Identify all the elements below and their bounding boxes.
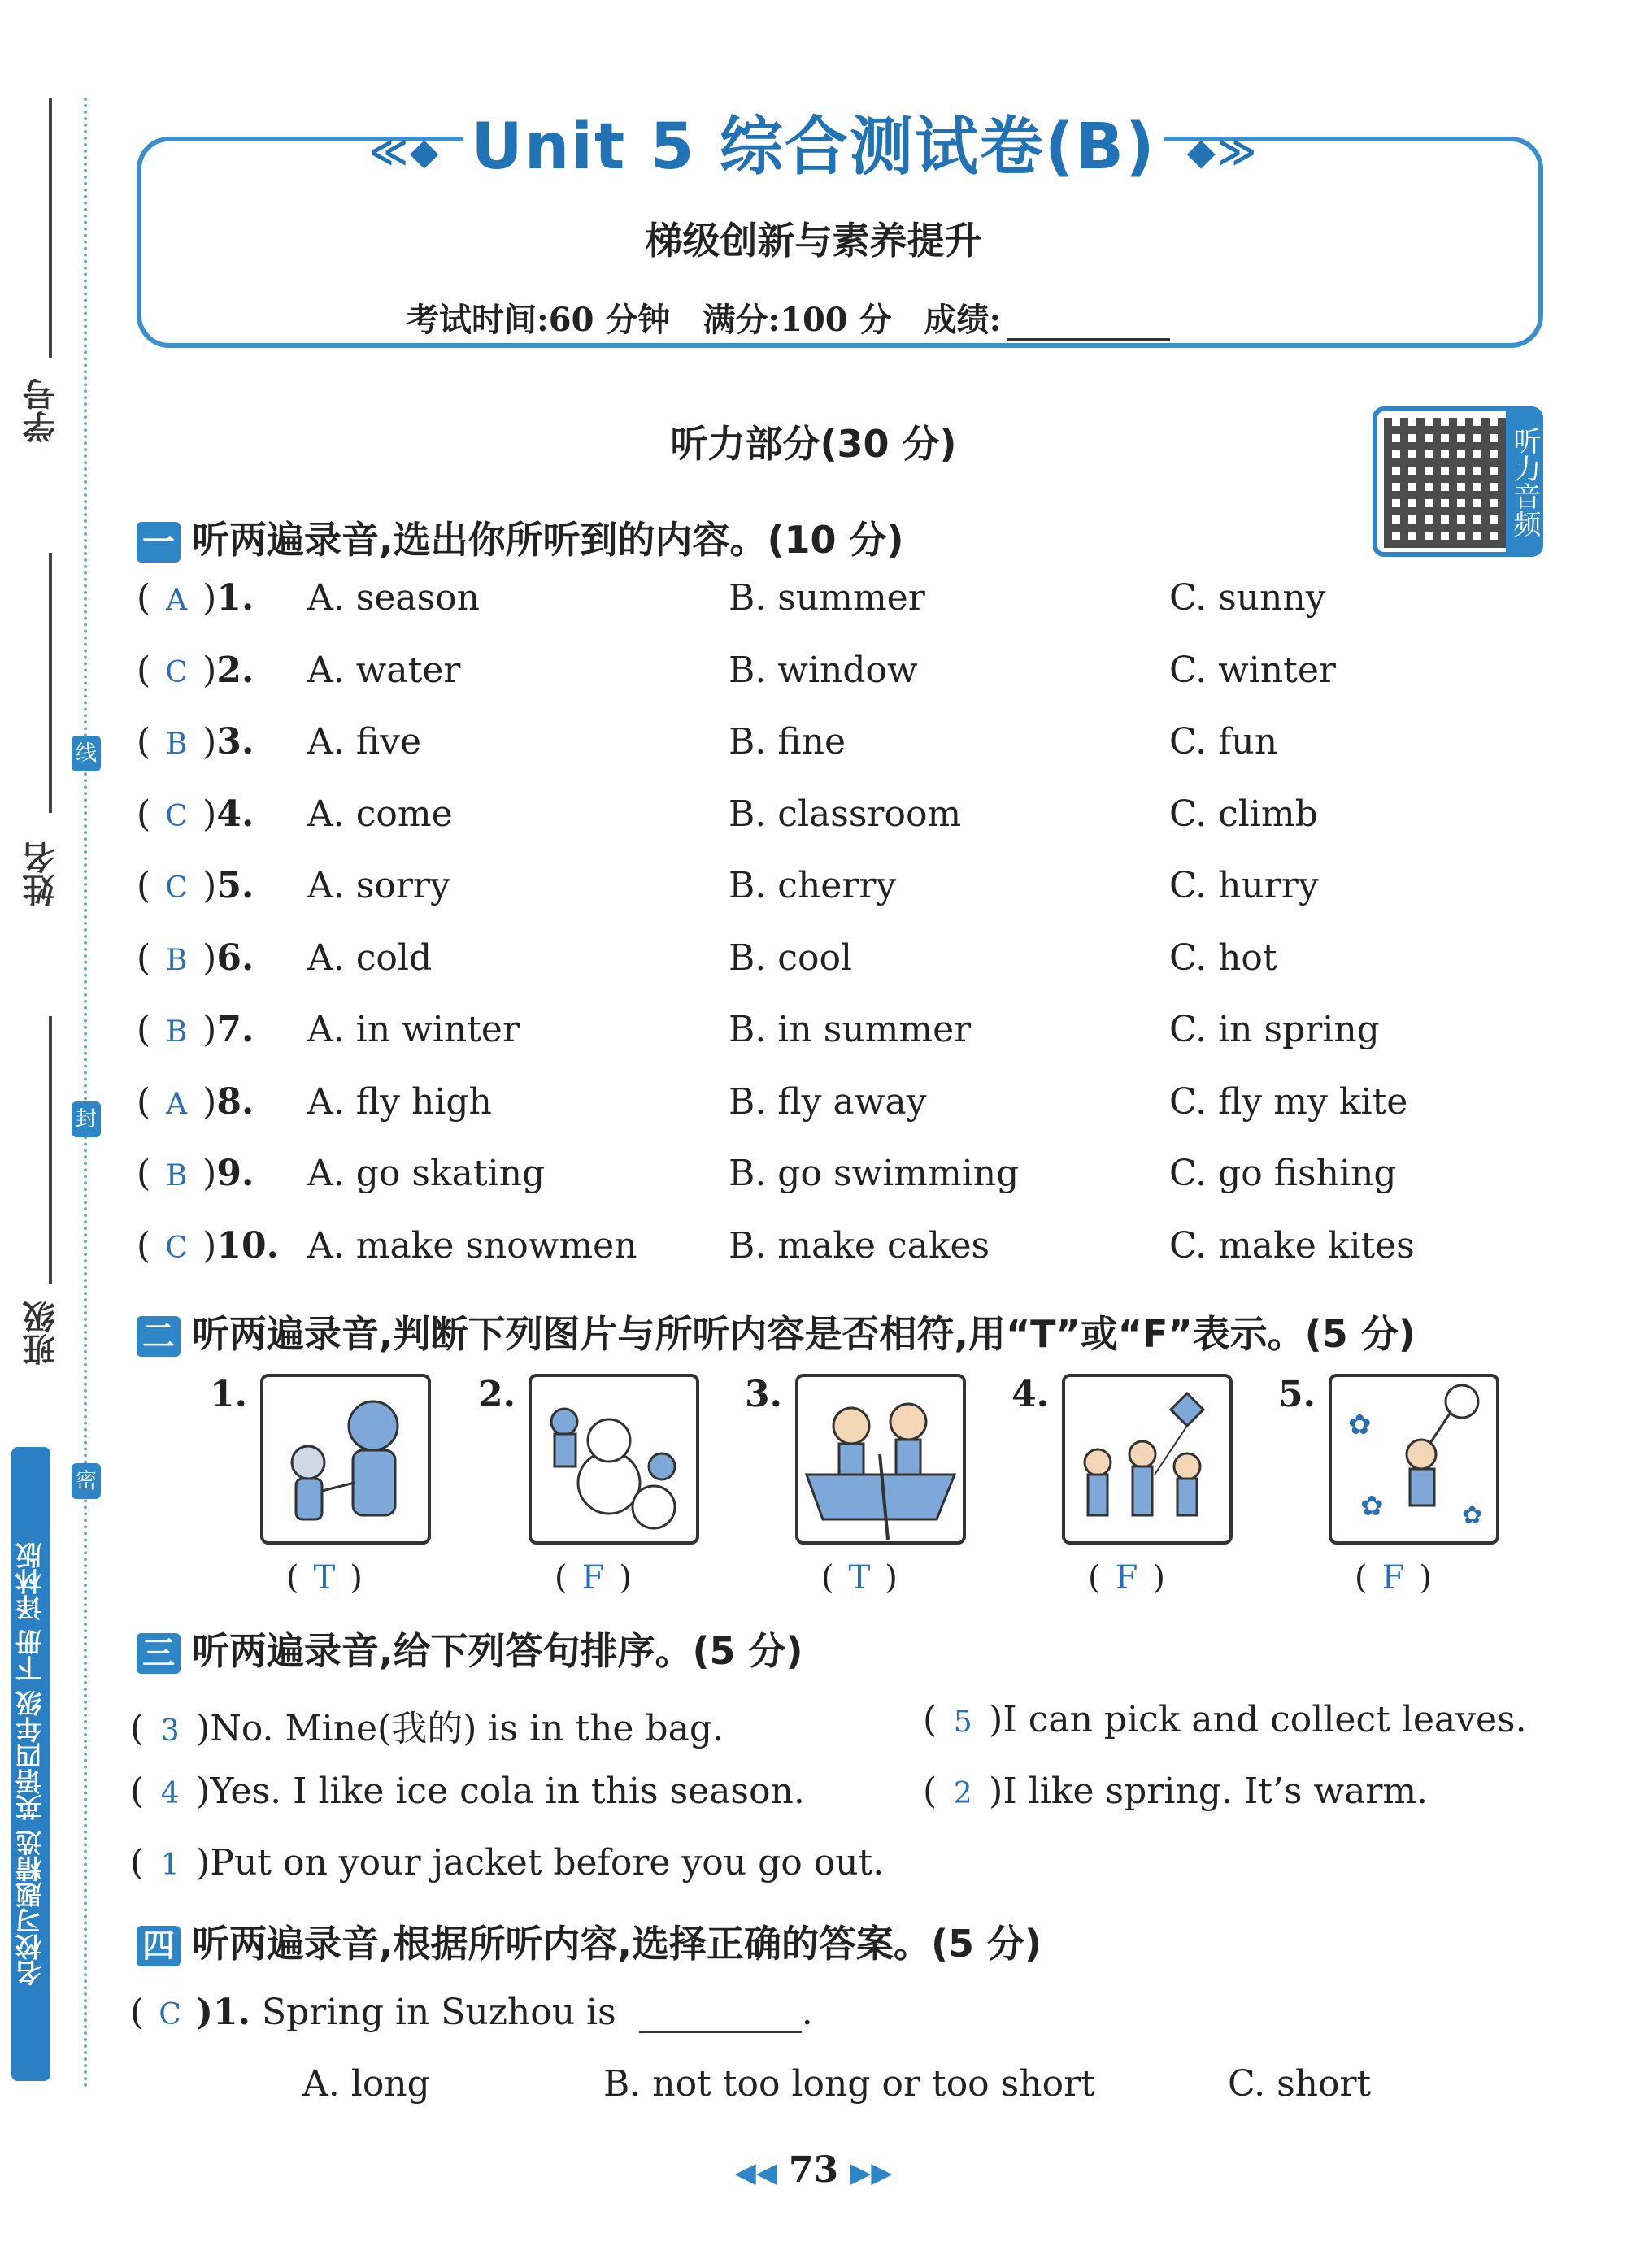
part4-number: 四 bbox=[137, 1926, 181, 1966]
answer-mark: C bbox=[165, 1231, 188, 1265]
right-ornament-icon: ◆≫ bbox=[1186, 128, 1259, 173]
option-a: A. in winter bbox=[307, 1009, 520, 1050]
option-c: C. sunny bbox=[1169, 577, 1326, 619]
choice-row: ( A )1. A. season B. summer C. sunny bbox=[137, 577, 1326, 619]
option-b: B. in summer bbox=[729, 1009, 972, 1050]
left-ornament-icon: ≪◆ bbox=[368, 128, 441, 173]
option-c: C. fun bbox=[1169, 721, 1278, 763]
option-a: A. go skating bbox=[307, 1153, 546, 1194]
option-c: C. hot bbox=[1169, 936, 1277, 979]
pic-number: 1. bbox=[210, 1374, 247, 1415]
page-title: ≪◆ Unit 5 综合测试卷(B) ◆≫ bbox=[368, 111, 1259, 184]
prev-arrow-icon: ◀◀ bbox=[734, 2157, 777, 2189]
class-label: 班级 bbox=[23, 1301, 60, 1366]
name-write-line bbox=[49, 553, 52, 813]
part2-heading: 二 听两遍录音,判断下列图片与所听内容是否相符,用“T”或“F”表示。(5 分) bbox=[137, 1305, 1416, 1358]
answer-mark: C bbox=[165, 871, 188, 905]
cut-line bbox=[84, 98, 87, 2089]
option-c: C. hurry bbox=[1169, 865, 1319, 906]
option-b: B. window bbox=[729, 649, 918, 691]
pic-number: 2. bbox=[478, 1374, 516, 1415]
choice-row: ( B )9. A. go skating B. go swimming C. go fishing bbox=[137, 1153, 1397, 1194]
name-label: 姓名 bbox=[23, 841, 60, 906]
option-a: A. make snowmen bbox=[307, 1224, 637, 1267]
svg-text:✿: ✿ bbox=[1360, 1490, 1384, 1523]
option-b: B. not too long or too short bbox=[603, 2063, 1095, 2105]
option-b: B. go swimming bbox=[729, 1153, 1020, 1194]
question-4-1: ( C )1. Spring in Suzhou is . bbox=[130, 1992, 813, 2033]
option-a: A. water bbox=[307, 649, 461, 691]
option-a: A. cold bbox=[307, 936, 433, 979]
picture-snowman bbox=[529, 1374, 699, 1545]
pic-answer: ( F ) bbox=[555, 1559, 632, 1597]
qr-audio-label: 听力音频 bbox=[1506, 406, 1543, 557]
svg-text:✿: ✿ bbox=[1348, 1409, 1372, 1441]
order-item: ( 5 )I can pick and collect leaves. bbox=[923, 1699, 1527, 1740]
option-b: B. cool bbox=[729, 936, 853, 979]
page-number: ◀◀ 73 ▶▶ bbox=[734, 2149, 893, 2191]
answer-mark: B bbox=[165, 1159, 188, 1193]
series-brand: 名校习题精选 英语四年级 下册 译林版 bbox=[11, 1447, 50, 2081]
option-c: C. fly my kite bbox=[1169, 1080, 1408, 1123]
pic-answer: ( F ) bbox=[1355, 1559, 1432, 1597]
qr-code-icon[interactable] bbox=[1373, 406, 1519, 557]
order-item: ( 2 )I like spring. It’s warm. bbox=[923, 1771, 1429, 1812]
choice-row: ( C )5. A. sorry B. cherry C. hurry bbox=[137, 865, 1319, 906]
answer-mark: B bbox=[165, 728, 188, 761]
option-c: C. winter bbox=[1169, 649, 1336, 691]
order-item: ( 1 )Put on your jacket before you go out. bbox=[130, 1842, 885, 1883]
picture-row bbox=[203, 1374, 1545, 1597]
exam-info: 考试时间:60 分钟 满分:100 分 成绩: bbox=[407, 294, 1170, 341]
choice-row: ( C )4. A. come B. classroom C. climb bbox=[137, 793, 1318, 835]
option-c: C. short bbox=[1228, 2063, 1372, 2105]
answer-mark: A bbox=[166, 584, 188, 617]
answer-mark: B bbox=[165, 943, 188, 977]
pic-answer: ( F ) bbox=[1088, 1559, 1165, 1597]
part2-number: 二 bbox=[137, 1316, 181, 1357]
answer-mark: C bbox=[165, 655, 188, 689]
pic-number: 5. bbox=[1278, 1374, 1316, 1415]
next-arrow-icon: ▶▶ bbox=[850, 2157, 893, 2189]
choice-row: ( B )7. A. in winter B. in summer C. in spring bbox=[137, 1009, 1380, 1050]
option-b: B. make cakes bbox=[729, 1224, 990, 1267]
option-b: B. fine bbox=[729, 721, 846, 763]
part3-heading: 三 听两遍录音,给下列答句排序。(5 分) bbox=[137, 1622, 803, 1675]
id-label: 学号 bbox=[23, 378, 60, 443]
answer-mark: B bbox=[165, 1015, 188, 1049]
order-item: ( 4 )Yes. I like ice cola in this season. bbox=[130, 1771, 805, 1812]
option-b: B. cherry bbox=[729, 865, 897, 906]
answer-mark: A bbox=[166, 1087, 188, 1121]
pic-number: 4. bbox=[1011, 1374, 1049, 1415]
option-b: B. summer bbox=[729, 577, 925, 619]
choice-row: ( C )10. A. make snowmen B. make cakes C. make kites bbox=[137, 1224, 1415, 1267]
part1-number: 一 bbox=[137, 522, 181, 563]
choice-row: ( C )2. A. water B. window C. winter bbox=[137, 649, 1336, 691]
svg-text:✿: ✿ bbox=[1462, 1501, 1483, 1530]
binding-margin bbox=[0, 0, 110, 2268]
picture-kite-flying bbox=[1062, 1374, 1233, 1545]
option-b: B. classroom bbox=[729, 793, 962, 835]
answer-blank[interactable] bbox=[639, 2001, 802, 2033]
part4-heading: 四 听两遍录音,根据所听内容,选择正确的答案。(5 分) bbox=[137, 1914, 1042, 1968]
choice-row: ( B )3. A. five B. fine C. fun bbox=[137, 721, 1278, 763]
order-item: ( 3 )No. Mine(我的) is in the bag. bbox=[130, 1708, 724, 1749]
class-write-line bbox=[49, 1016, 52, 1284]
option-a: A. long bbox=[302, 2063, 430, 2105]
part3-number: 三 bbox=[137, 1633, 181, 1674]
option-a: A. season bbox=[307, 577, 481, 619]
option-c: C. go fishing bbox=[1169, 1153, 1397, 1194]
pic-answer: ( T ) bbox=[821, 1559, 898, 1597]
picture-cat-and-mouse bbox=[260, 1374, 431, 1545]
option-a: A. fly high bbox=[307, 1080, 492, 1123]
listening-heading: 听力部分(30 分) bbox=[670, 422, 957, 466]
seal-mark-seal: 封 bbox=[72, 1101, 101, 1137]
choice-row: ( A )8. A. fly high B. fly away C. fly my kite bbox=[137, 1080, 1408, 1123]
grade-blank[interactable] bbox=[1007, 308, 1170, 341]
option-a: A. sorry bbox=[307, 865, 450, 906]
pic-answer: ( T ) bbox=[286, 1559, 363, 1597]
seal-mark-line: 线 bbox=[72, 736, 101, 771]
seal-mark-secret: 密 bbox=[72, 1463, 101, 1499]
picture-butterfly-catching bbox=[1329, 1374, 1499, 1545]
answer-mark: C bbox=[165, 799, 188, 833]
pic-number: 3. bbox=[745, 1374, 782, 1415]
choice-row: ( B )6. A. cold B. cool C. hot bbox=[137, 936, 1277, 979]
page-subtitle: 梯级创新与素养提升 bbox=[645, 219, 982, 263]
option-c: C. climb bbox=[1169, 793, 1318, 835]
picture-boating bbox=[795, 1374, 966, 1545]
option-a: A. five bbox=[307, 721, 421, 763]
option-a: A. come bbox=[307, 793, 453, 835]
option-c: C. in spring bbox=[1169, 1009, 1380, 1050]
option-c: C. make kites bbox=[1169, 1224, 1415, 1267]
option-b: B. fly away bbox=[729, 1080, 927, 1123]
part1-heading: 一 听两遍录音,选出你所听到的内容。(10 分) bbox=[137, 511, 904, 564]
